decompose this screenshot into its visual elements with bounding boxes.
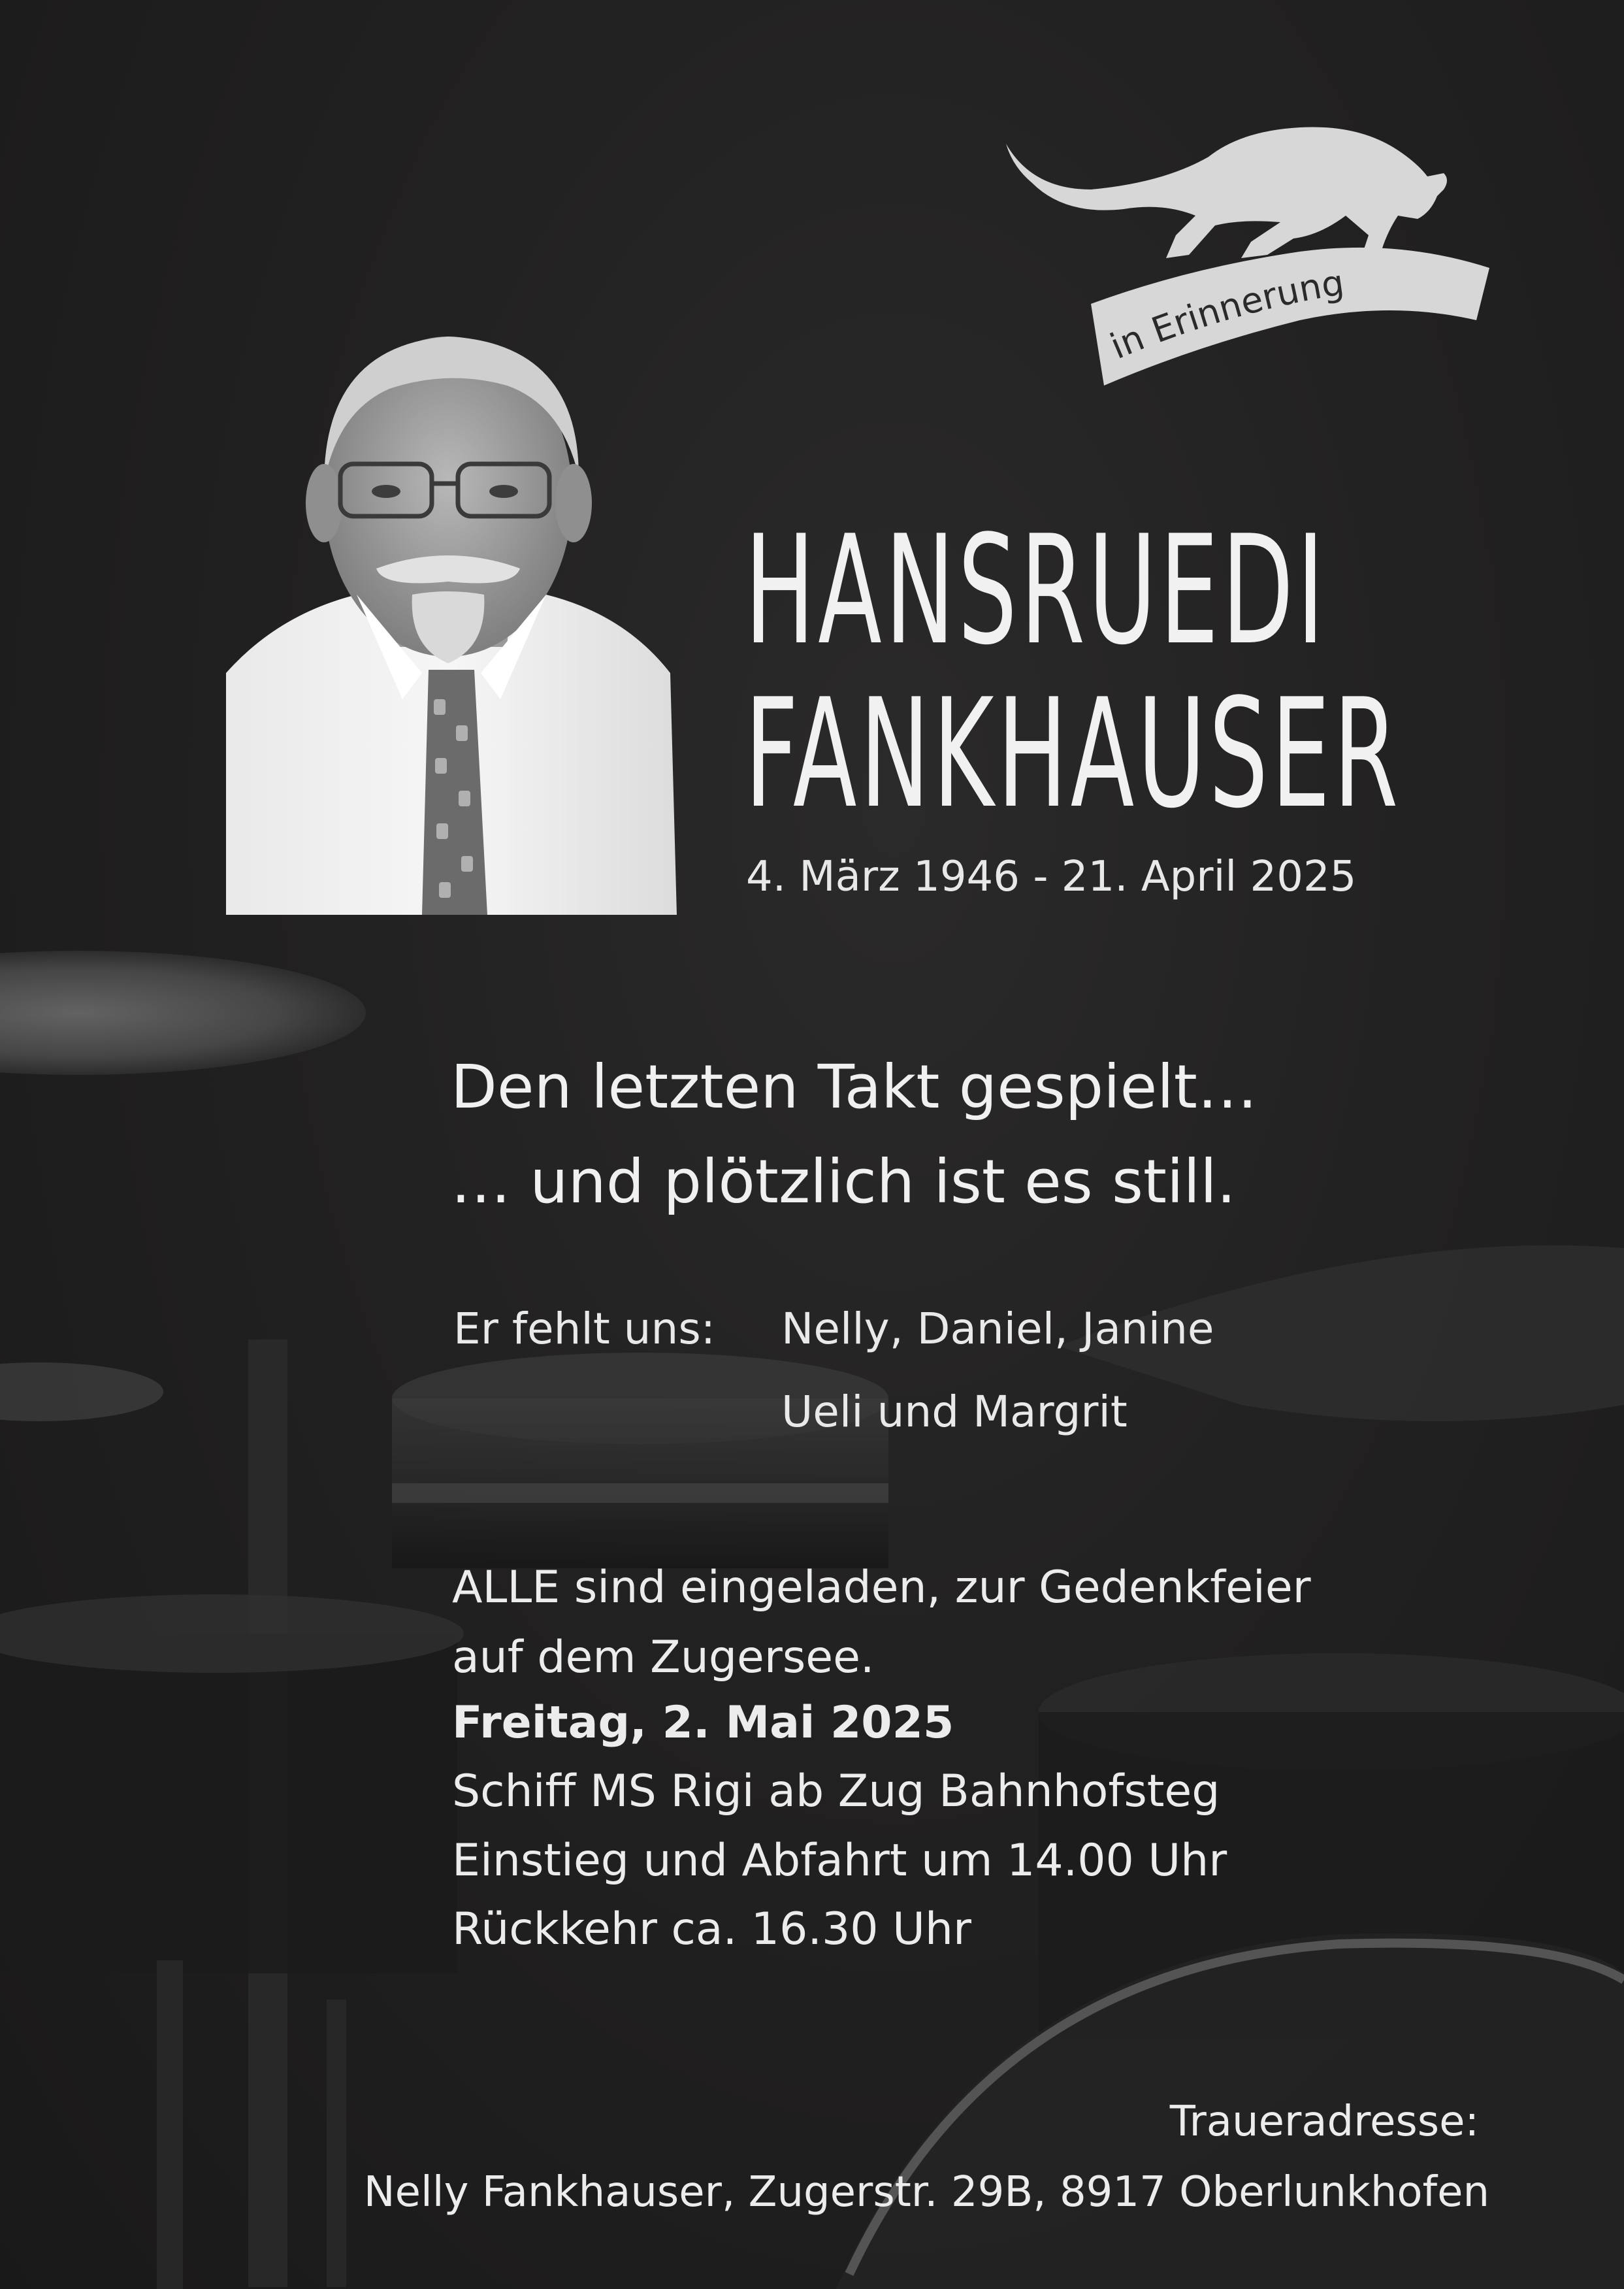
- mourners-names-line-2: Ueli und Margrit: [781, 1387, 1128, 1437]
- left-drum: [0, 1634, 457, 1973]
- mourners-label: Er fehlt uns:: [453, 1304, 715, 1354]
- panther-icon: [1006, 127, 1447, 265]
- lower-stand: [157, 1960, 183, 2289]
- mourners-names-line-1: Nelly, Daniel, Janine: [781, 1304, 1214, 1354]
- event-boarding: Einstieg und Abfahrt um 14.00 Uhr: [452, 1835, 1227, 1886]
- life-dates: 4. März 1946 - 21. April 2025: [746, 853, 1357, 901]
- cymbal-left: [0, 951, 366, 1075]
- in-erinnerung-emblem: [993, 105, 1502, 412]
- event-invitation-line-1: ALLE sind eingeladen, zur Gedenkfeier: [452, 1562, 1311, 1613]
- ear-left: [306, 464, 342, 542]
- event-invitation-line-2: auf dem Zugersee.: [452, 1632, 875, 1683]
- ear-right: [555, 464, 592, 542]
- deceased-last-name: FANKHAUSER: [745, 667, 1402, 842]
- snare-band: [392, 1483, 888, 1503]
- pedal-bar: [327, 2000, 346, 2287]
- event-date: Freitag, 2. Mai 2025: [452, 1697, 954, 1749]
- event-ship: Schiff MS Rigi ab Zug Bahnhofsteg: [452, 1766, 1220, 1817]
- portrait-photo: [226, 307, 677, 915]
- deceased-first-name: HANSRUEDI: [745, 504, 1328, 678]
- event-return: Rückkehr ca. 16.30 Uhr: [452, 1903, 971, 1955]
- address-label: Traueradresse:: [1169, 2098, 1479, 2146]
- address-line: Nelly Fankhauser, Zugerstr. 29B, 8917 Oberlunkhofen: [363, 2168, 1489, 2216]
- quote-line-1: Den letzten Takt gespielt…: [451, 1052, 1258, 1122]
- emblem-label: in Erinnerung: [1104, 261, 1347, 367]
- quote-line-2: … und plötzlich ist es still.: [451, 1147, 1236, 1217]
- cymbal-left-small: [0, 1362, 163, 1421]
